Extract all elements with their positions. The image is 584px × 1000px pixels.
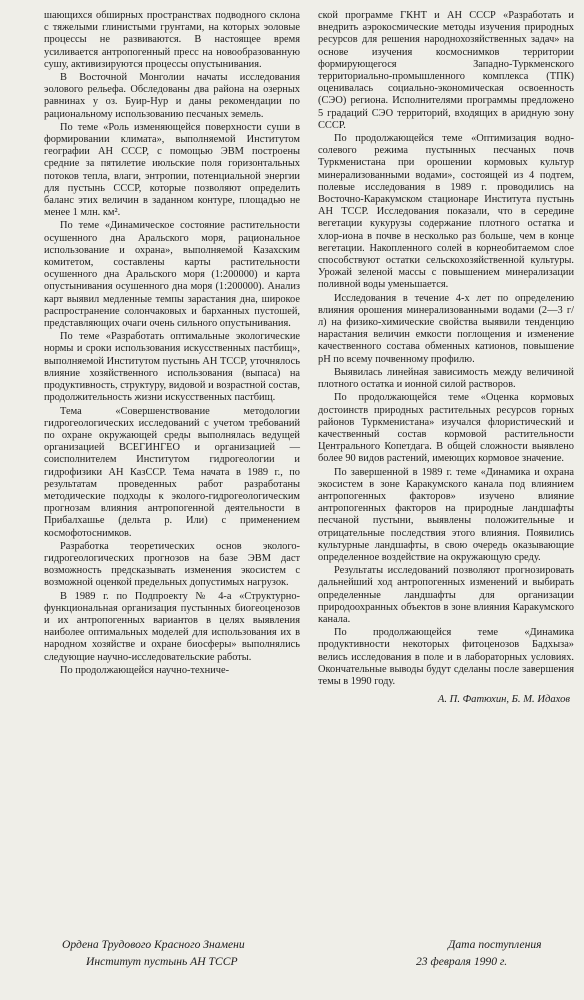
organization-line: Ордена Трудового Красного Знамени	[62, 938, 245, 951]
paragraph: По теме «Динамическое состояние растительности осушенного дна Аральского моря, рациональное использование и охрана», выполняемой Казахским комитетом, составлены карты растительности осушенного дна Аральского моря (1:200000) и карта опустынивания осушенного дна моря (1:200000). Анализ карт выявил медленные темпы зарастания дна, широкое распространение солончаковых и барханных пустошей, представляющих очаги очень сильного опустынивания.	[44, 220, 300, 330]
paragraph: Исследования в течение 4-х лет по определению влияния орошения минерализованными водами (2—3 г/л) на физико-химические свойства выявили тенденцию нарастания величин емкости поглощения и изменение качественного состава обменных катионов, повышение pH по всему почвенному профилю.	[318, 292, 574, 365]
paragraph: По продолжающейся теме «Оптимизация водно-солевого режима пустынных песчаных почв Туркменистана при орошении кормовых культур минерализованными водами», состоящей из 4 подтем, полевые исследования в 1989 г. проводились на Восточно-Каракумском стационаре Института пустынь АН ТССР. Исследования показали, что в середине вегетации кукурузы содержание плотного остатка и хлор-иона в почве в несколько раз больше, чем в конце вегетации. Накопленного солей в корнеобитаемом слое способствуют остатки сельскохозяйственной культуры. Урожай зеленой массы с повышением минерализации поливной воды уменьшается.	[318, 133, 574, 291]
paragraph: шающихся обширных пространствах подводного склона с тяжелыми глинистыми грунтами, на которых эоловые процессы не развиваются. В настоящее время усиливается антропогенный пресс на новообразованную сушу, активизируются процессы опустынивания.	[44, 10, 300, 70]
organization-block	[62, 936, 322, 970]
paragraph: Результаты исследований позволяют прогнозировать дальнейший ход антропогенных изменений и выбирать определенные ландшафты для организации природоохранных объектов в зоне влияния Каракумского канала.	[318, 565, 574, 625]
paragraph: В Восточной Монголии начаты исследования эолового рельефа. Обследованы два района на озерных равнинах у оз. Буир-Нур и даны рекомендации по рациональному использованию песчаных земель.	[44, 72, 300, 120]
paragraph: В 1989 г. по Подпроекту № 4-а «Структурно-функциональная организация пустынных биогеоценозов и их антропогенных вариантов в целях выявления наиболее оптимальных моделей для использования их в народном хозяйстве и охране биосферы» выполнялись следующие научно-исследовательские работы.	[44, 590, 300, 663]
paragraph: Разработка теоретических основ эколого-гидрогеологических прогнозов на базе ЭВМ даст возможность предсказывать изменения экосистем с возможной оценкой предельных допустимых нагрузок.	[44, 540, 300, 589]
paragraph: ской программе ГКНТ и АН СССР «Разработать и внедрить аэрокосмические методы изучения природных ресурсов для решения народнохозяйственных задач» на основе изучения космоснимков территории формирующегося Западно-Туркменского территориально-промышленного комплекса (ТПК) оценивалась социально-экономическая освоенность (СЭО) региона. Исполнителями программы предложено 5 градаций СЭО территорий, входящих в аридную зону СССР.	[318, 10, 574, 131]
paragraph: Тема «Совершенствование методологии гидрогеологических исследований с учетом требований по охране окружающей среды выполнялась ведущей организацией ВСЕГИНГЕО и организацией — соисполнителем Институтом гидрогеологии и гидрофизики АН КазССР. Тема начата в 1989 г., по результатам проведенных работ разработаны методические подходы к эколого-гидрогеологическим прогнозам влияния антропогенной деятельности в Прибалхашье (дельта р. Или) с применением космофотоснимков.	[44, 405, 300, 539]
received-date-block	[416, 936, 578, 970]
paragraph: Выявилась линейная зависимость между величиной плотного остатка и ионной силой растворов.	[318, 366, 574, 391]
received-date-value: 23 февраля 1990 г.	[416, 955, 508, 968]
paragraph: По завершенной в 1989 г. теме «Динамика и охрана экосистем в зоне Каракумского канала под влиянием антропогенных факторов» изучено влияние антропогенных факторов на природные ландшафты песчаной пустыни, выявлены положительные и отрицательные последствия этого влияния. Появились культурные ландшафты, в свою очередь оказывающие определенное воздействие на окружающую среду.	[318, 466, 574, 563]
right-column	[318, 10, 574, 706]
paragraph: По продолжающейся научно-техниче-	[60, 664, 230, 676]
paragraph: По продолжающейся теме «Динамика продуктивности некоторых фитоценозов Бадхыза» велись исследования в поле и в лабораторных условиях. Окончательные выводы будут сделаны после завершения темы в 1990 году.	[318, 627, 574, 687]
received-date-label: Дата поступления	[448, 938, 542, 951]
paragraph: По теме «Разработать оптимальные экологические нормы и сроки использования искусственных пастбищ», выполняемой Институтом пустынь АН ТССР, уточнялось влияние хозяйственного использования (выпаса) на продуктивность, структуру, видовой и возрастной состав, продолжительность жизни искусственных пастбищ.	[44, 331, 300, 404]
paragraph: По теме «Роль изменяющейся поверхности суши в формировании климата», выполняемой Институтом географии АН СССР, с помощью ЭВМ построены средние за пятилетие июльские поля горизонтальных потоков тепла, влаги, энтропии, потенциальной энергии для пустынь СССР, которые позволяют определить баланс этих величин в заданном контуре, площадью не менее 1 млн. км².	[44, 121, 300, 219]
author-signature: А. П. Фатюхин, Б. М. Идахов	[437, 694, 570, 706]
left-column	[44, 10, 300, 677]
paragraph: По продолжающейся теме «Оценка кормовых достоинств природных растительных ресурсов горных районов Туркменистана» изучался флористический и качественный состав кормовой растительности Центрального Копетдага. В общей сложности выявлено более 90 видов растений, имеющих кормовое значение.	[318, 392, 574, 465]
organization-line: Институт пустынь АН ТССР	[86, 955, 238, 968]
